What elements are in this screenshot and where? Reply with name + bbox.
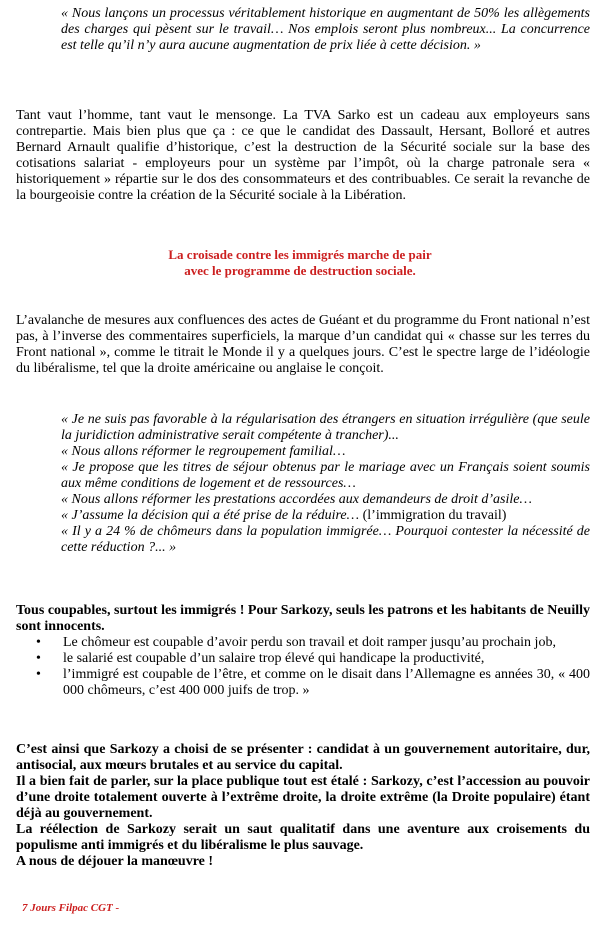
conclusion (16, 742, 590, 870)
conclusion-candidat: C’est ainsi que Sarkozy a choisi de se présenter : candidat à un gouvernement autoritaire, dur, antisocial, aux mœurs brutales et au service du capital. (16, 742, 590, 773)
quote-droit-asile: « Nous allons réformer les prestations accordées aux demandeurs de droit d’asile… (61, 492, 532, 507)
conclusion-reelection: La réélection de Sarkozy serait un saut qualitatif dans une aventure aux croisements du populisme anti immigrés et du libéralisme le plus sauvage. (16, 822, 590, 853)
quote-chomeurs: « Il y a 24 % de chômeurs dans la population immigrée… Pourquoi contester la nécessité de cette réduction ?... » (61, 524, 590, 555)
guilty-intro: Tous coupables, surtout les immigrés ! Pour Sarkozy, seuls les patrons et les habitants de Neuilly sont innocents. (16, 603, 590, 634)
bullet-text: le salarié est coupable d’un salaire trop élevé qui handicape la productivité, (63, 651, 485, 666)
quote-immigration-travail (61, 508, 590, 524)
quotes-block (61, 412, 590, 556)
list-item (36, 651, 590, 667)
section-heading-line1: La croisade contre les immigrés marche de pair (168, 247, 432, 262)
quote-regularisation: « Je ne suis pas favorable à la régularisation des étrangers en situation irrégulière (que seule la juridiction administrative serait compétente à trancher)... (61, 412, 590, 443)
quote-reduire: « J’assume la décision qui a été prise de la réduire… (61, 508, 360, 523)
list-item (36, 667, 590, 699)
bullet-text: l’immigré est coupable de l’être, et comme on le disait dans l’Allemagne es années 30, « 400 000 chômeurs, c’est 400 000 juifs de trop. » (63, 667, 590, 698)
section-heading-line2: avec le programme de destruction sociale. (184, 263, 416, 278)
quote-reduire-note: (l’immigration du travail) (362, 508, 507, 523)
quote-regroupement: « Nous allons réformer le regroupement familial… (61, 444, 346, 459)
bullet-icon: • (36, 651, 41, 666)
bullet-text: Le chômeur est coupable d’avoir perdu son travail et doit ramper jusqu’au prochain job, (63, 635, 556, 650)
opening-quote: « Nous lançons un processus véritablement historique en augmentant de 50% les allègements des charges qui pèsent sur le travail… Nos emplois seront plus nombreux... La concurrence est telle qu’il n’y aura aucune augmentation de prix liée à cette décision. » (61, 6, 590, 53)
conclusion-parler: Il a bien fait de parler, sur la place publique tout est étalé : Sarkozy, c’est l’accession au pouvoir d’une droite totalement ouverte à l’extrême droite, la droite extrême (la Droite populaire) étant déjà au gouvernement. (16, 774, 590, 821)
bullet-icon: • (36, 667, 41, 682)
bullet-icon: • (36, 635, 41, 650)
footer-source: 7 Jours Filpac CGT - (22, 902, 120, 914)
paragraph-tva: Tant vaut l’homme, tant vaut le mensonge. La TVA Sarko est un cadeau aux employeurs sans contrepartie. Mais bien plus que ça : ce que le candidat des Dassault, Hersant, Bolloré et autres Bernard Arnault qualifie d’historique, c’est la destruction de la Sécurité sociale sur la base des cotisations salariat - employeurs pour un système par l’impôt, où la charge patronale sera « historiquement » répartie sur le dos des consommateurs et des contribuables. Ce serait la revanche de la bourgeoisie contre la création de la Sécurité sociale à la Libération. (16, 108, 590, 203)
guilty-list (36, 635, 590, 699)
quote-titres-sejour: « Je propose que les titres de séjour obtenus par le mariage avec un Français soient soumis aux même conditions de logement et de ressources… (61, 460, 590, 491)
paragraph-avalanche: L’avalanche de mesures aux confluences des actes de Guéant et du programme du Front national n’est pas, à l’inverse des commentaires superficiels, la marque d’un candidat qui « chasse sur les terres du Front national », comme le titrait le Monde il y a quelques jours. C’est le spectre large de l’idéologie du libéralisme, tel que la droite américaine ou anglaise le conçoit. (16, 313, 590, 376)
section-heading (0, 247, 600, 279)
list-item (36, 635, 590, 651)
conclusion-dejouer: A nous de déjouer la manœuvre ! (16, 854, 214, 869)
